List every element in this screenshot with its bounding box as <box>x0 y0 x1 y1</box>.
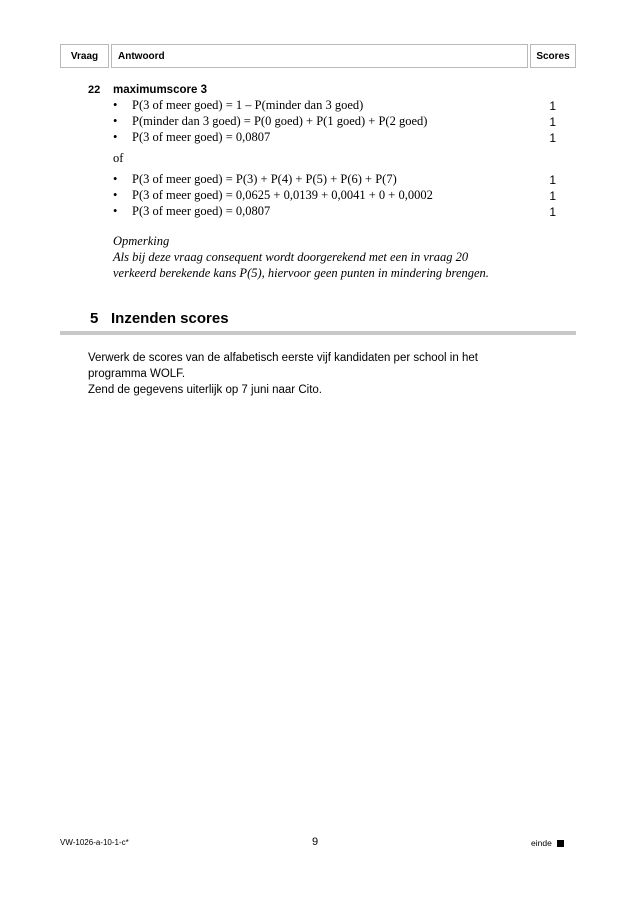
section-text: Verwerk de scores van de alfabetisch eerste vijf kandidaten per school in het <box>88 352 478 364</box>
step-score: 1 <box>549 115 556 129</box>
footer-code: VW-1026-a-10-1-c* <box>60 838 129 847</box>
bullet-icon: • <box>113 188 118 202</box>
answer-step: P(3 of meer goed) = 1 – P(minder dan 3 goed) <box>132 98 364 112</box>
step-score: 1 <box>549 99 556 113</box>
step-score: 1 <box>549 205 556 219</box>
answer-step: P(3 of meer goed) = 0,0625 + 0,0139 + 0,0041 + 0 + 0,0002 <box>132 188 433 202</box>
section-text: Zend de gegevens uiterlijk op 7 juni naar Cito. <box>88 384 322 396</box>
question-number: 22 <box>88 84 101 96</box>
question-title: maximumscore 3 <box>113 84 207 96</box>
header-scores: Scores <box>530 44 576 68</box>
header-antwoord: Antwoord <box>111 44 528 68</box>
remark-line: Als bij deze vraag consequent wordt doorgerekend met een in vraag 20 <box>113 250 469 264</box>
step-score: 1 <box>549 173 556 187</box>
answer-step: P(3 of meer goed) = 0,0807 <box>132 204 271 218</box>
page-number: 9 <box>312 836 319 848</box>
step-score: 1 <box>549 189 556 203</box>
alternative-of: of <box>113 151 124 165</box>
bullet-icon: • <box>113 204 118 218</box>
answer-step: P(3 of meer goed) = 0,0807 <box>132 130 271 144</box>
section-text: programma WOLF. <box>88 368 186 380</box>
step-score: 1 <box>549 131 556 145</box>
header-vraag: Vraag <box>60 44 109 68</box>
answer-step: P(minder dan 3 goed) = P(0 goed) + P(1 goed) + P(2 goed) <box>132 114 428 128</box>
bullet-icon: • <box>113 114 118 128</box>
end-label: einde <box>531 838 552 848</box>
remark-line: verkeerd berekende kans P(5), hiervoor geen punten in mindering brengen. <box>113 266 489 280</box>
footer-end <box>531 838 564 848</box>
answer-step: P(3 of meer goed) = P(3) + P(4) + P(5) + P(6) + P(7) <box>132 172 397 186</box>
end-square-icon <box>557 840 564 847</box>
section-title: Inzenden scores <box>111 310 229 327</box>
bullet-icon: • <box>113 130 118 144</box>
section-divider <box>60 331 576 335</box>
bullet-icon: • <box>113 98 118 112</box>
remark-title: Opmerking <box>113 234 170 248</box>
bullet-icon: • <box>113 172 118 186</box>
section-number: 5 <box>90 310 99 327</box>
